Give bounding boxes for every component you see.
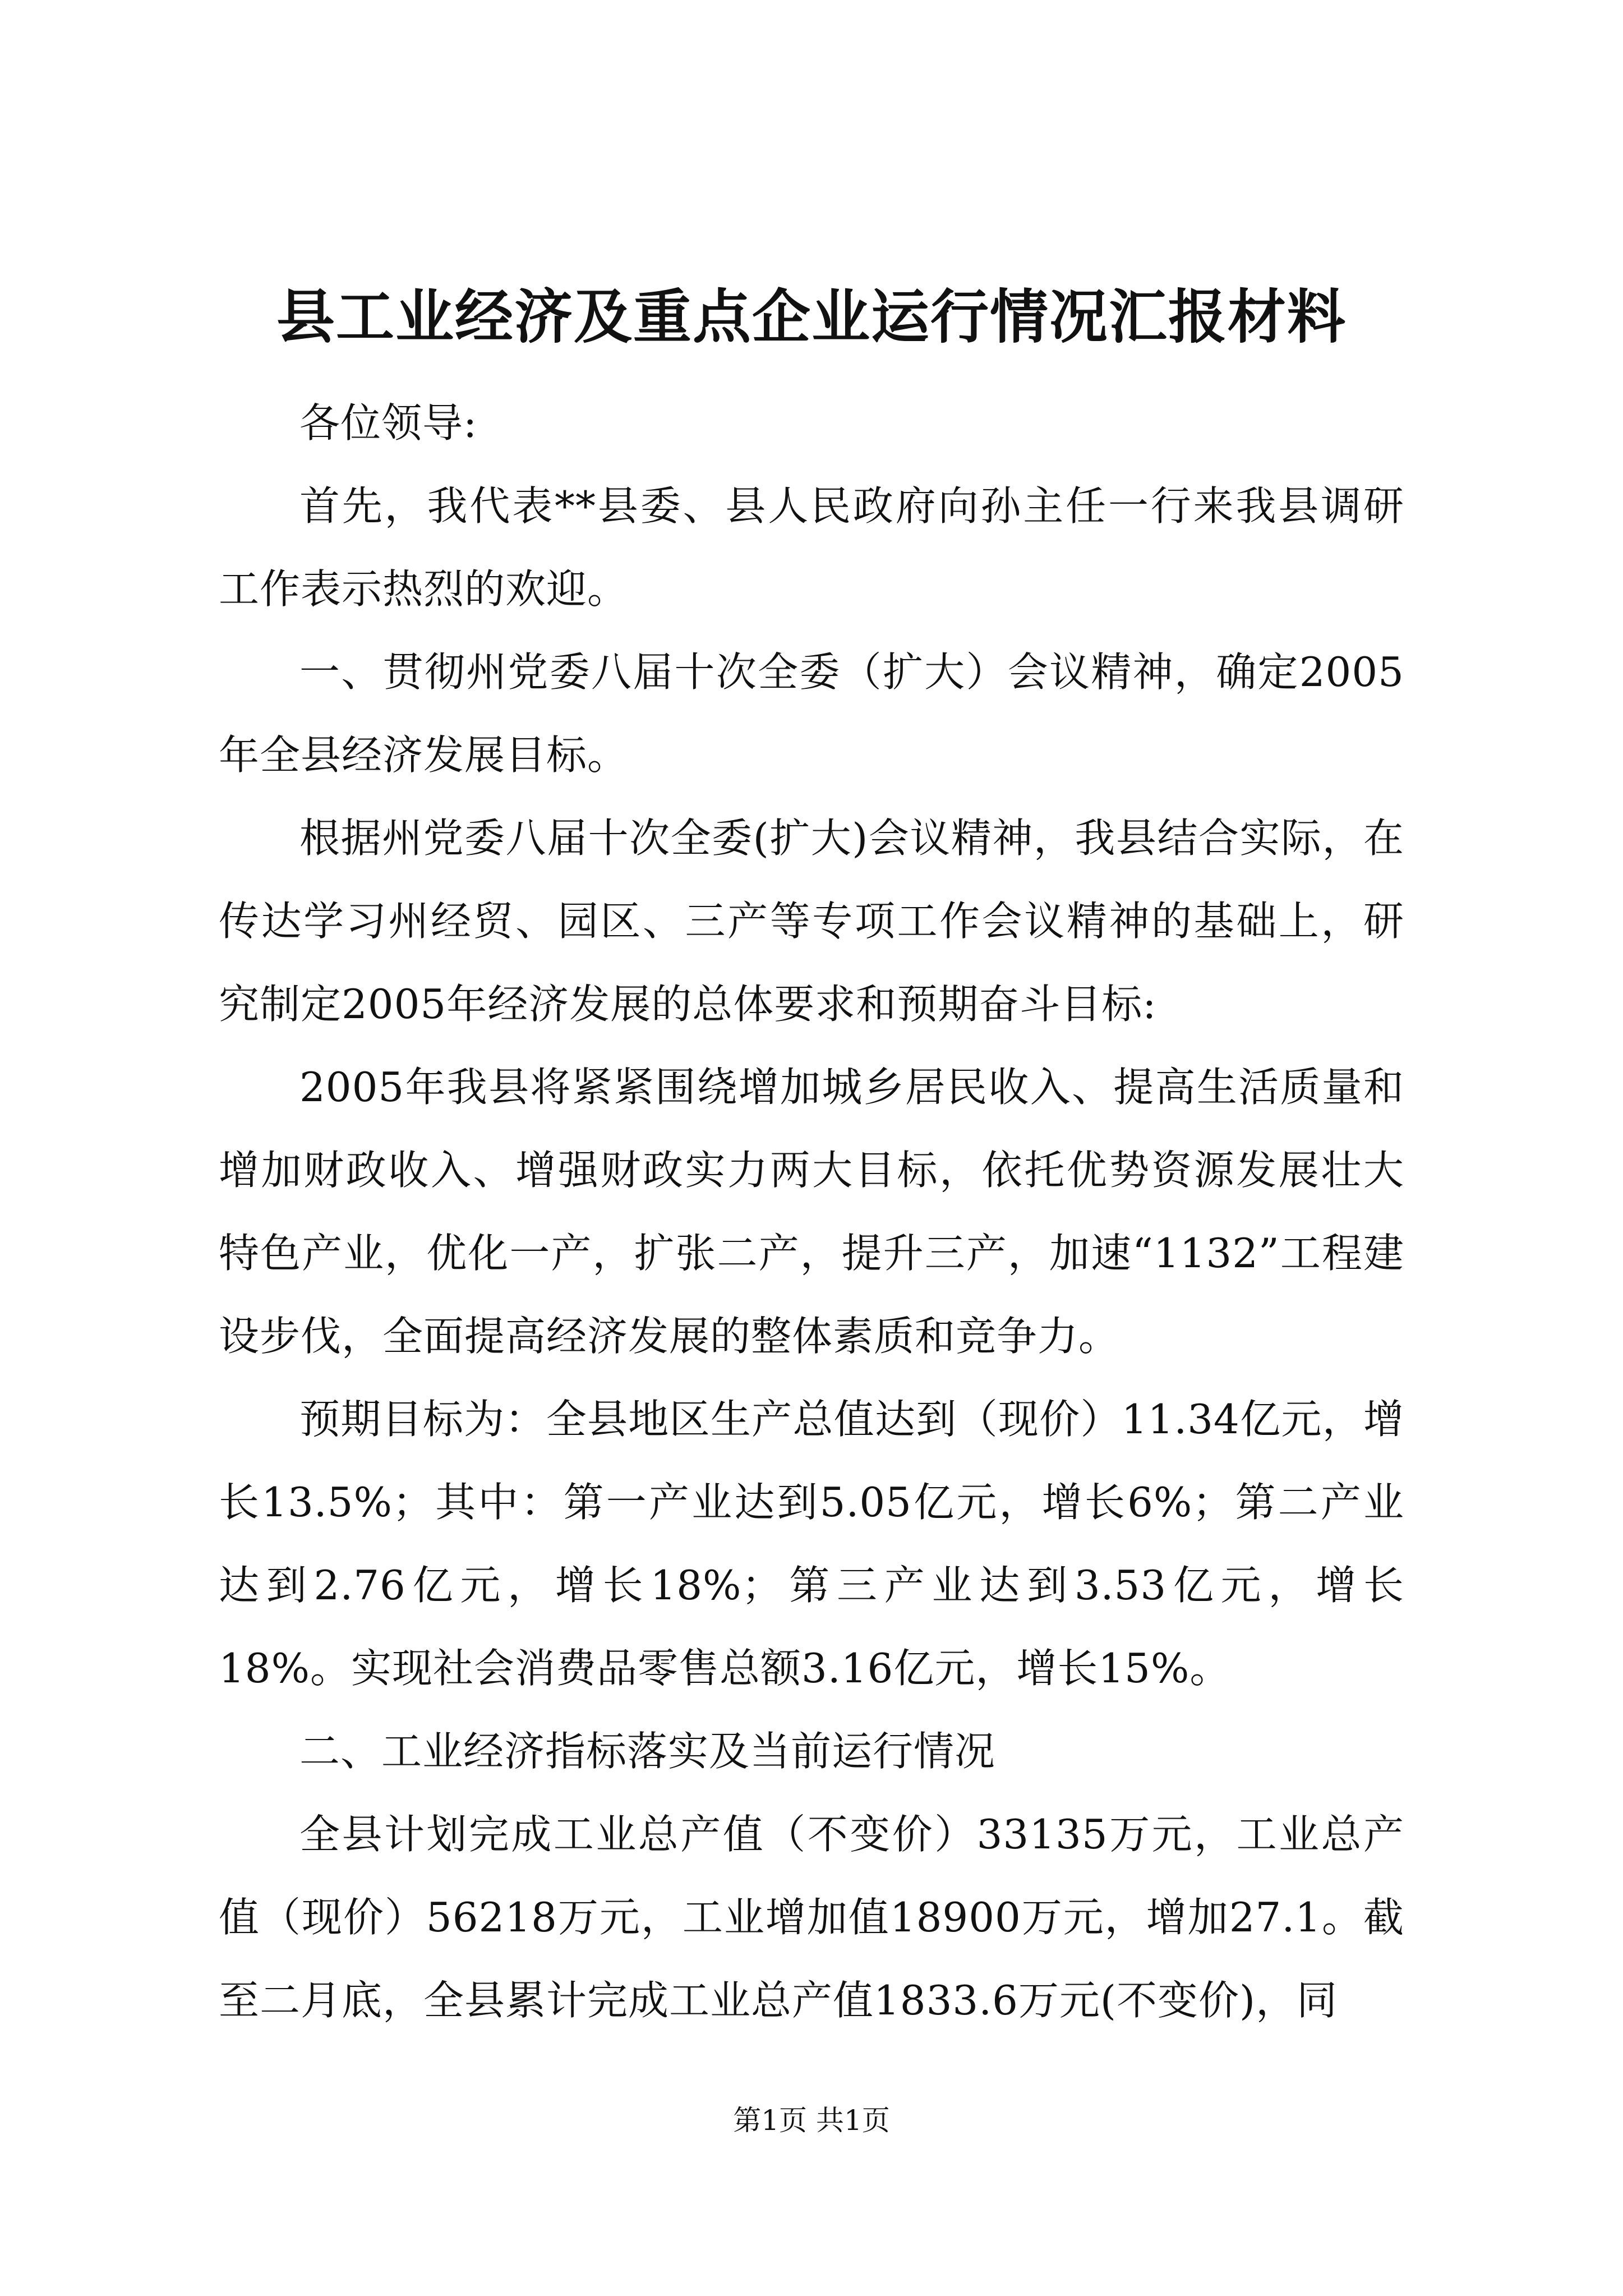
paragraph: 预期目标为：全县地区生产总值达到（现价）11.34亿元，增长13.5%；其中：第一产业达到5.05亿元，增长6%；第二产业达到2.76亿元，增长18%；第三产业达到3.53亿元，增长18%。实现社会消费品零售总额3.16亿元，增长15%。	[219, 1396, 1404, 1692]
paragraph-salutation: 各位领导:	[299, 399, 478, 447]
document-body	[219, 381, 1404, 2042]
page-number-footer: 第1页 共1页	[733, 2104, 890, 2137]
paragraph: 根据州党委八届十次全委(扩大)会议精神，我县结合实际，在传达学习州经贸、园区、三产等专项工作会议精神的基础上，研究制定2005年经济发展的总体要求和预期奋斗目标:	[219, 815, 1404, 1028]
paragraph: 首先，我代表**县委、县人民政府向孙主任一行来我县调研工作表示热烈的欢迎。	[219, 482, 1404, 613]
paragraph: 全县计划完成工业总产值（不变价）33135万元，工业总产值（现价）56218万元，工业增加值18900万元，增加27.1。截至二月底，全县累计完成工业总产值1833.6万元(不变价)，同	[219, 1811, 1404, 2024]
section-heading: 二、工业经济指标落实及当前运行情况	[299, 1728, 996, 1775]
paragraph: 一、贯彻州党委八届十次全委（扩大）会议精神，确定2005年全县经济发展目标。	[219, 648, 1404, 779]
document-title: 县工业经济及重点企业运行情况汇报材料	[276, 282, 1347, 351]
paragraph: 2005年我县将紧紧围绕增加城乡居民收入、提高生活质量和增加财政收入、增强财政实力两大目标，依托优势资源发展壮大特色产业，优化一产，扩张二产，提升三产，加速“1132”工程建设步伐，全面提高经济发展的整体素质和竞争力。	[219, 1064, 1404, 1360]
